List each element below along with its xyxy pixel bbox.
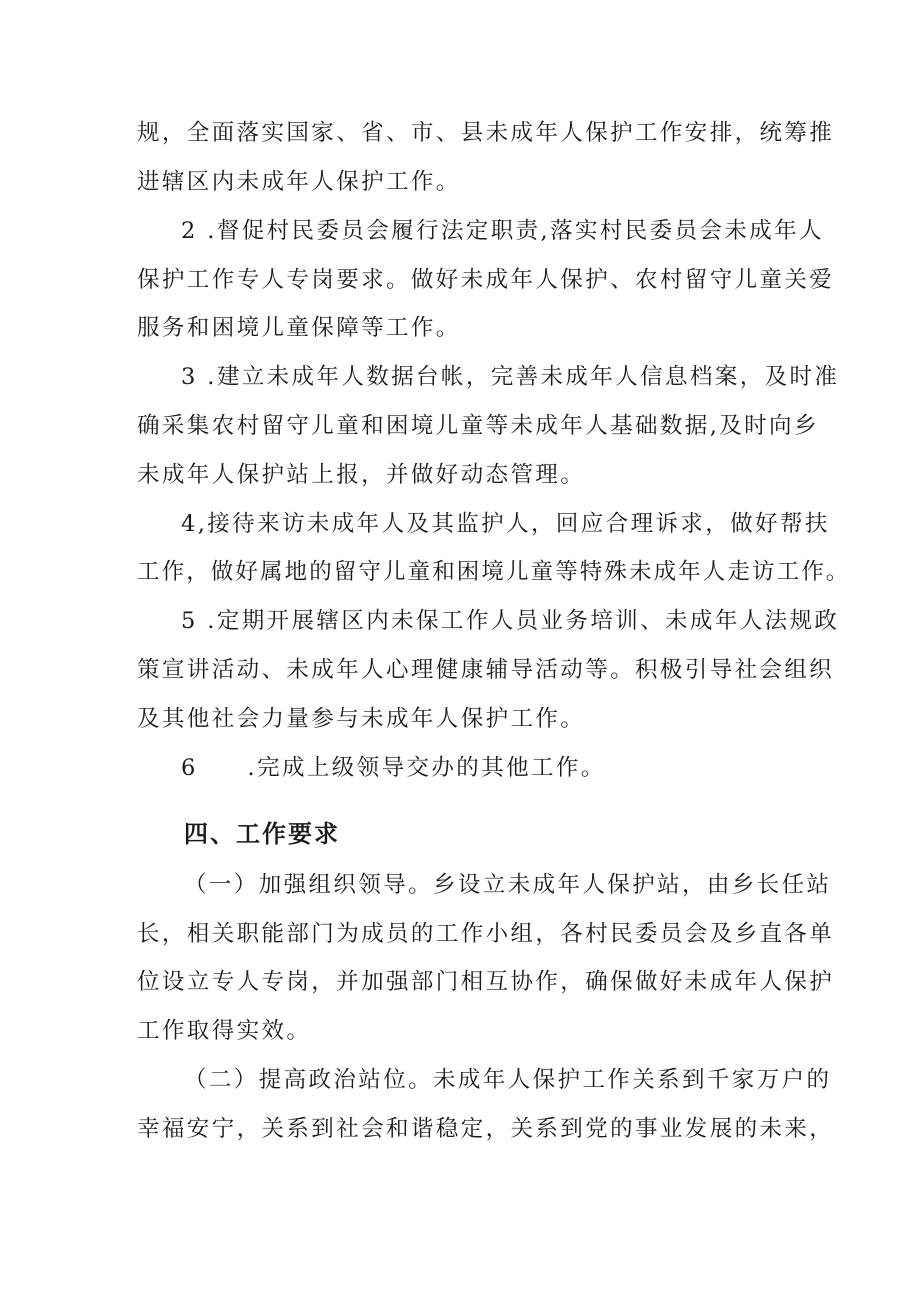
list-item-4-line: 4,接待来访未成年人及其监护人，回应合理诉求，做好帮扶: [181, 511, 830, 537]
paragraph-line: 幸福安宁，关系到社会和谐稳定，关系到党的事业发展的未来，: [137, 1116, 835, 1142]
subsection-line: （一）加强组织领导。乡设立未成年人保护站，由乡长任站: [184, 872, 832, 898]
paragraph-line: 工作，做好属地的留守儿童和困境儿童等特殊未成年人走访工作。: [137, 559, 851, 585]
list-item-6-line: 6 .完成上级领导交办的其他工作。: [181, 755, 606, 781]
list-item-2-line: 2 .督促村民委员会履行法定职责,落实村民委员会未成年人: [181, 218, 824, 244]
paragraph-line: 策宣讲活动、未成年人心理健康辅导活动等。积极引导社会组织: [137, 657, 835, 683]
list-item-3-line: 3 .建立未成年人数据台帐，完善未成年人信息档案，及时准: [181, 364, 840, 390]
paragraph-line: 长，相关职能部门为成员的工作小组，各村民委员会及乡直各单: [137, 921, 835, 947]
section-heading: 四、工作要求: [184, 820, 340, 848]
subsection-line: （二）提高政治站位。未成年人保护工作关系到千家万户的: [184, 1067, 832, 1093]
paragraph-line: 确采集农村留守儿童和困境儿童等未成年人基础数据,及时向乡: [137, 413, 819, 439]
paragraph-line: 服务和困境儿童保障等工作。: [137, 315, 461, 341]
paragraph-line: 及其他社会力量参与未成年人保护工作。: [137, 706, 586, 732]
paragraph-line: 未成年人保护站上报，并做好动态管理。: [137, 462, 586, 488]
paragraph-line: 规，全面落实国家、省、市、县未成年人保护工作安排，统筹推: [137, 120, 835, 146]
paragraph-line: 进辖区内未成年人保护工作。: [137, 169, 461, 195]
list-item-5-line: 5 .定期开展辖区内未保工作人员业务培训、未成年人法规政: [181, 608, 840, 634]
paragraph-line: 工作取得实效。: [137, 1018, 312, 1044]
paragraph-line: 保护工作专人专岗要求。做好未成年人保护、农村留守儿童关爱: [137, 267, 835, 293]
paragraph-line: 位设立专人专岗，并加强部门相互协作，确保做好未成年人保护: [137, 969, 835, 995]
